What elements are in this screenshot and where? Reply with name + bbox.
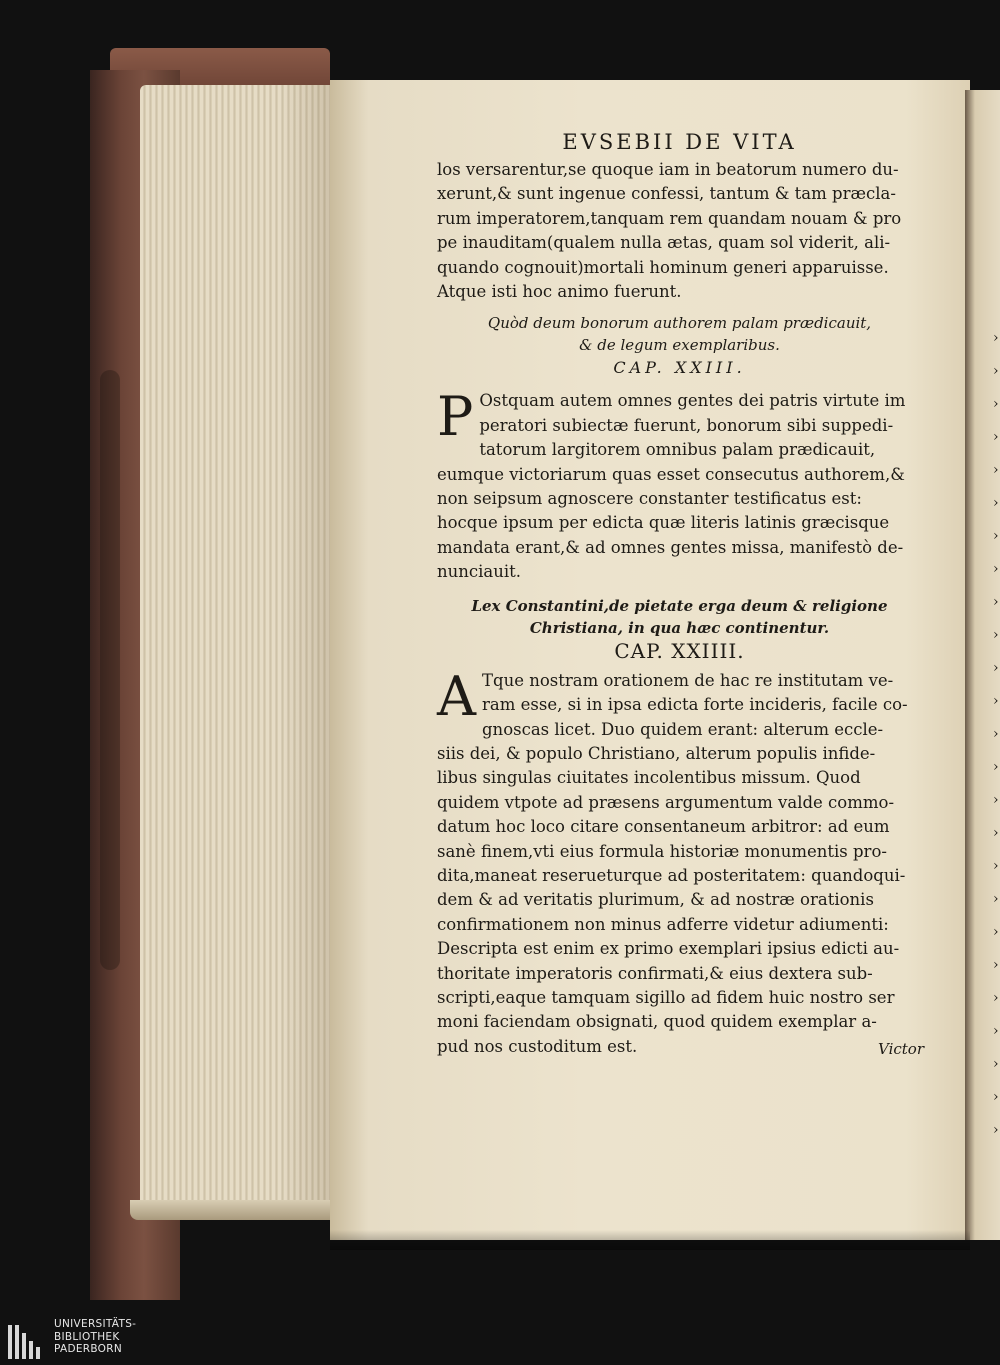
bleed-through-mark: › [993,726,999,742]
bleed-through-mark: › [993,462,999,478]
text-line: pud nos custoditum est. [437,1036,638,1056]
text-line: quidem vtpote ad præsens argumentum valde commo- [437,792,895,812]
chapter-number-24: CAP. XXIIII. [614,638,745,663]
catchword: Victor [878,1040,924,1058]
bleed-through-mark: › [993,1056,999,1072]
text-line: gnoscas licet. Duo quidem erant: alterum eccle- [482,719,884,739]
bleed-through-mark: › [993,363,999,379]
logo-text-line: PADERBORN [54,1343,122,1355]
chapter-heading-24 [437,595,922,639]
text-line: Ostquam autem omnes gentes dei patris virtute im [479,391,906,411]
bleed-through-mark: › [993,825,999,841]
bleed-through-mark: › [993,1089,999,1105]
text-line: rum imperatorem,tanquam rem quandam nouam & pro [437,208,902,228]
text-line: scripti,eaque tamquam sigillo ad fidem huic nostro ser [437,987,895,1007]
footer-bar [0,1315,1000,1365]
text-line: Tque nostram orationem de hac re institutam ve- [482,670,894,690]
text-line: Descripta est enim ex primo exemplari ipsius edicti au- [437,939,900,959]
text-line: dita,maneat reserueturque ad posteritatem: quandoqui- [437,865,906,885]
heading-line: Lex Constantini,de pietate erga deum & religione [471,596,888,615]
heading-line: & de legum exemplaribus. [579,336,780,355]
bleed-through-mark: › [993,858,999,874]
text-line: dem & ad veritatis plurimum, & ad nostræ orationis [437,890,874,910]
text-line: siis dei, & populo Christiano, alterum populis infide- [437,743,876,763]
bleed-through-mark: › [993,396,999,412]
text-line: xerunt,& sunt ingenue confessi, tantum & tam præcla- [437,184,896,204]
library-logo-icon [8,1323,46,1359]
logo-text-line: UNIVERSITÄTS- [54,1318,137,1330]
bleed-through-mark: › [993,957,999,973]
bleed-through-mark: › [993,594,999,610]
text-line: thoritate imperatoris confirmati,& eius dextera sub- [437,963,873,983]
paragraph-intro [437,158,922,304]
chapter-heading-23 [437,312,922,356]
bleed-through-mark: › [993,759,999,775]
text-line: Atque isti hoc animo fuerunt. [437,282,682,302]
text-line: ram esse, si in ipsa edicta forte incideris, facile co- [482,695,908,715]
text-line: pe inauditam(qualem nulla ætas, quam sol viderit, ali- [437,233,891,253]
bleed-through-mark: › [993,693,999,709]
paragraph-chapter-24 [437,664,922,1060]
text-line: peratori subiectæ fuerunt, bonorum sibi suppedi- [479,415,894,435]
text-line: tatorum largitorem omnibus palam prædicauit, [479,440,876,460]
text-line: sanè finem,vti eius formula historiæ monumentis pro- [437,841,887,861]
library-logo-text [54,1318,136,1356]
bleed-through-mark: › [993,1023,999,1039]
bleed-through-mark: › [993,792,999,808]
drop-cap: P [437,385,474,449]
text-line: libus singulas ciuitates incolentibus missum. Quod [437,768,861,788]
bleed-through-mark: › [993,924,999,940]
text-line: moni faciendam obsignati, quod quidem exemplar a- [437,1012,877,1032]
bleed-through-mark: › [993,561,999,577]
logo-text-line: BIBLIOTHEK [54,1330,120,1343]
text-line: mandata erant,& ad omnes gentes missa, manifestò de- [437,537,904,557]
text-line: quando cognouit)mortali hominum generi apparuisse. [437,257,889,277]
bleed-through-mark: › [993,660,999,676]
page-text [437,130,922,1059]
paragraph-chapter-23 [437,385,922,584]
heading-line: Christiana, in qua hæc continentur. [529,618,830,637]
chapter-number-23: CAP. XXIII. [613,358,746,378]
bleed-through-mark: › [993,1122,999,1138]
text-line: hocque ipsum per edicta quæ literis latinis græcisque [437,513,890,533]
running-head: EVSEBII DE VITA [562,130,797,154]
heading-line: Quòd deum bonorum authorem palam prædicauit, [487,314,872,333]
text-line: nunciauit. [437,562,522,582]
bleed-through-mark: › [993,627,999,643]
text-line: datum hoc loco citare consentaneum arbitror: ad eum [437,817,890,837]
bleed-through-mark: › [993,990,999,1006]
text-line: non seipsum agnoscere constanter testificatus est: [437,489,862,509]
text-line: los versarentur,se quoque iam in beatorum numero du- [437,160,899,179]
bleed-through-mark: › [993,429,999,445]
right-page-edge [965,90,1000,1240]
bleed-through-mark: › [993,528,999,544]
bleed-through-mark: › [993,891,999,907]
text-line: eumque victoriarum quas esset consecutus authorem,& [437,464,905,484]
text-line: confirmationem non minus adferre videtur adiumenti: [437,914,889,934]
bleed-through-mark: › [993,330,999,346]
drop-cap: A [437,664,476,728]
bleed-through-mark: › [993,495,999,511]
